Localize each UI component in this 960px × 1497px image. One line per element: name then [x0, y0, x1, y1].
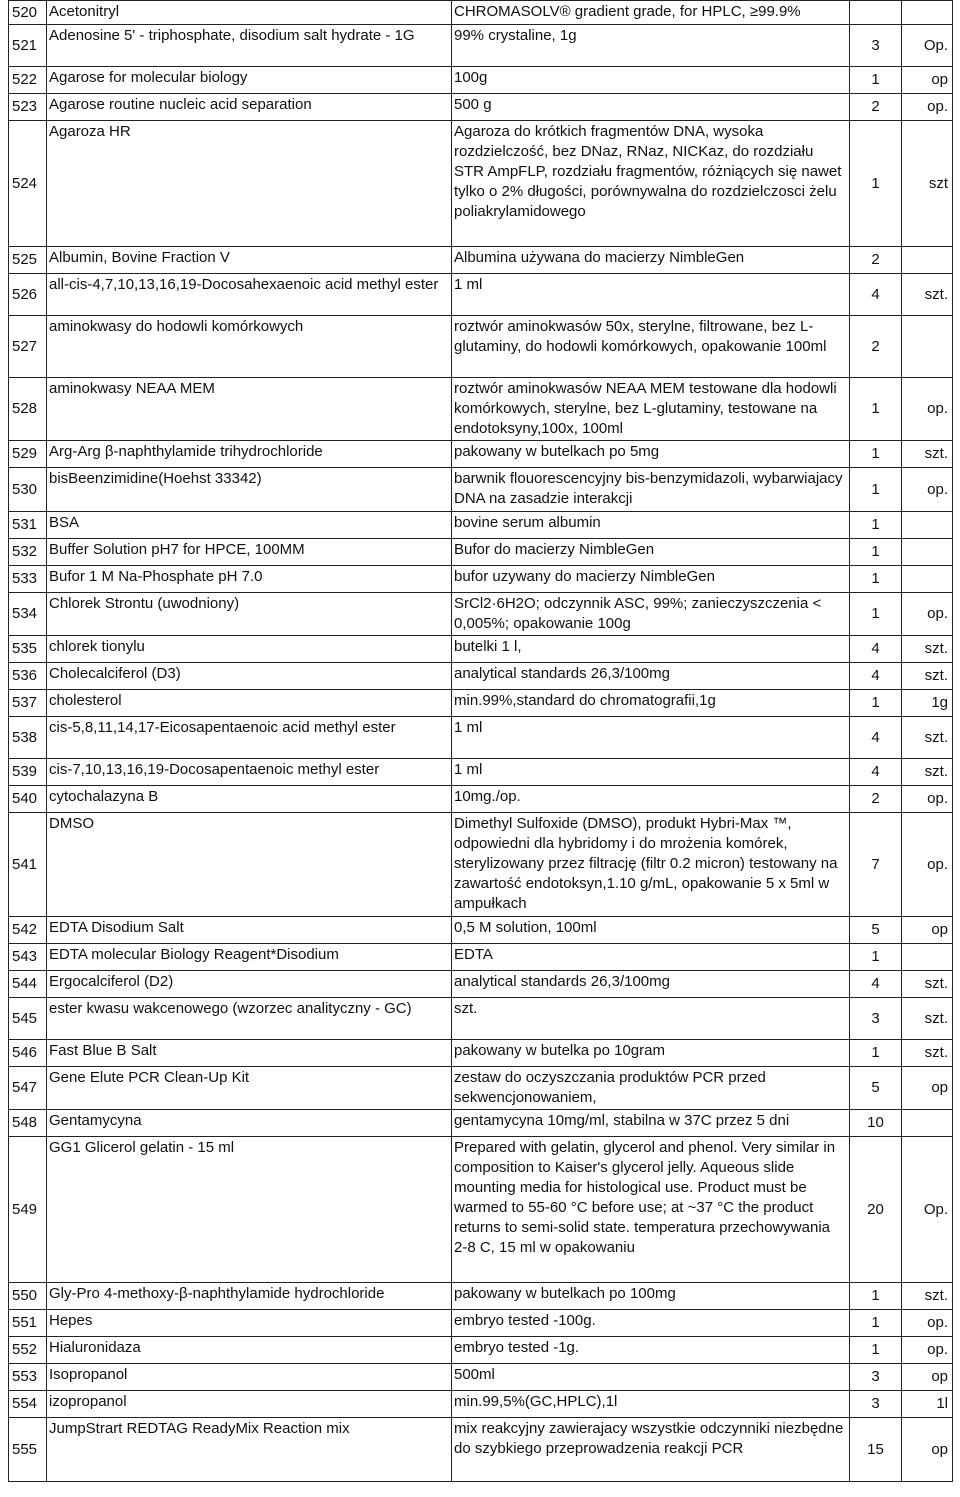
- item-description: mix reakcyjny zawierajacy wszystkie odczynniki niezbędne do szybkiego przeprowadzenia reakcji PCR: [452, 1418, 850, 1482]
- item-description: 10mg./op.: [452, 786, 850, 813]
- item-unit: op: [902, 1364, 953, 1391]
- table-row: [9, 971, 953, 998]
- table-row: [9, 1337, 953, 1364]
- item-name: Agaroza HR: [47, 121, 452, 247]
- item-description: Prepared with gelatin, glycerol and phenol. Very similar in composition to Kaiser's glycerol jelly. Aqueous slide mounting media for histological use. Product must be warmed to 55-60 °C before use; at ~37 °C the product returns to semi-solid state. temperatura przechowywania 2-8 C, 15 ml w opakowaniu: [452, 1137, 850, 1283]
- table-row: [9, 813, 953, 917]
- item-quantity: 3: [850, 1364, 902, 1391]
- table-row: [9, 1110, 953, 1137]
- item-unit: szt.: [902, 636, 953, 663]
- item-description: 100g: [452, 67, 850, 94]
- item-quantity: 4: [850, 717, 902, 759]
- item-unit: [902, 247, 953, 274]
- table-row: [9, 1391, 953, 1418]
- table-row: [9, 468, 953, 512]
- row-number: 546: [9, 1040, 47, 1067]
- item-unit: [902, 1, 953, 25]
- item-unit: [902, 539, 953, 566]
- table-row: [9, 717, 953, 759]
- item-name: cis-7,10,13,16,19-Docosapentaenoic methyl ester: [47, 759, 452, 786]
- table-row: [9, 512, 953, 539]
- item-description: barwnik flouorescencyjny bis-benzymidazoli, wybarwiajacy DNA na zasadzie interakcji: [452, 468, 850, 512]
- item-name: Chlorek Strontu (uwodniony): [47, 593, 452, 636]
- item-unit: op.: [902, 1310, 953, 1337]
- row-number: 528: [9, 378, 47, 441]
- table-row: [9, 786, 953, 813]
- item-name: izopropanol: [47, 1391, 452, 1418]
- item-description: analytical standards 26,3/100mg: [452, 971, 850, 998]
- item-quantity: 15: [850, 1418, 902, 1482]
- item-description: roztwór aminokwasów NEAA MEM testowane dla hodowli komórkowych, sterylne, bez L-glutaminy, testowane na endotoksyny,100x, 100ml: [452, 378, 850, 441]
- table-row: [9, 539, 953, 566]
- item-name: ester kwasu wakcenowego (wzorzec analityczny - GC): [47, 998, 452, 1040]
- row-number: 524: [9, 121, 47, 247]
- row-number: 539: [9, 759, 47, 786]
- item-name: Agarose for molecular biology: [47, 67, 452, 94]
- item-quantity: 3: [850, 998, 902, 1040]
- row-number: 552: [9, 1337, 47, 1364]
- item-name: Adenosine 5' - triphosphate, disodium salt hydrate - 1G: [47, 25, 452, 67]
- item-description: 500ml: [452, 1364, 850, 1391]
- table-row: [9, 247, 953, 274]
- row-number: 555: [9, 1418, 47, 1482]
- item-name: all-cis-4,7,10,13,16,19-Docosahexaenoic acid methyl ester: [47, 274, 452, 316]
- item-name: Cholecalciferol (D3): [47, 663, 452, 690]
- item-name: aminokwasy NEAA MEM: [47, 378, 452, 441]
- item-description: 500 g: [452, 94, 850, 121]
- item-quantity: 1: [850, 690, 902, 717]
- item-unit: [902, 1110, 953, 1137]
- item-unit: szt.: [902, 971, 953, 998]
- row-number: 520: [9, 1, 47, 25]
- row-number: 522: [9, 67, 47, 94]
- row-number: 537: [9, 690, 47, 717]
- item-unit: szt.: [902, 663, 953, 690]
- item-description: pakowany w butelkach po 100mg: [452, 1283, 850, 1310]
- table-row: [9, 1364, 953, 1391]
- table-row: [9, 94, 953, 121]
- item-unit: [902, 566, 953, 593]
- row-number: 533: [9, 566, 47, 593]
- table-row: [9, 690, 953, 717]
- row-number: 534: [9, 593, 47, 636]
- item-unit: op.: [902, 786, 953, 813]
- item-description: SrCl2·6H2O; odczynnik ASC, 99%; zanieczyszczenia < 0,005%; opakowanie 100g: [452, 593, 850, 636]
- item-unit: op: [902, 67, 953, 94]
- item-quantity: 4: [850, 274, 902, 316]
- item-unit: 1l: [902, 1391, 953, 1418]
- item-description: analytical standards 26,3/100mg: [452, 663, 850, 690]
- item-unit: [902, 316, 953, 378]
- item-quantity: 5: [850, 917, 902, 944]
- item-description: pakowany w butelka po 10gram: [452, 1040, 850, 1067]
- row-number: 521: [9, 25, 47, 67]
- item-unit: [902, 944, 953, 971]
- item-quantity: 3: [850, 1391, 902, 1418]
- table-row: [9, 1310, 953, 1337]
- row-number: 527: [9, 316, 47, 378]
- item-description: 99% crystaline, 1g: [452, 25, 850, 67]
- row-number: 535: [9, 636, 47, 663]
- item-quantity: 20: [850, 1137, 902, 1283]
- row-number: 550: [9, 1283, 47, 1310]
- row-number: 543: [9, 944, 47, 971]
- item-name: Buffer Solution pH7 for HPCE, 100MM: [47, 539, 452, 566]
- item-unit: op: [902, 917, 953, 944]
- item-name: Albumin, Bovine Fraction V: [47, 247, 452, 274]
- item-quantity: 4: [850, 971, 902, 998]
- item-description: 0,5 M solution, 100ml: [452, 917, 850, 944]
- item-unit: [902, 512, 953, 539]
- item-quantity: 4: [850, 636, 902, 663]
- item-description: Agaroza do krótkich fragmentów DNA, wysoka rozdzielczość, bez DNaz, RNaz, NICKaz, do rozdziału STR AmpFLP, rozdziału fragmentów, różniących się nawet tylko o 2% długości, porównywalna do rozdzielczosci żelu poliakrylamidowego: [452, 121, 850, 247]
- item-quantity: 1: [850, 539, 902, 566]
- row-number: 529: [9, 441, 47, 468]
- table-row: [9, 944, 953, 971]
- item-description: bufor uzywany do macierzy NimbleGen: [452, 566, 850, 593]
- item-description: roztwór aminokwasów 50x, sterylne, filtrowane, bez L-glutaminy, do hodowli komórkowych, opakowanie 100ml: [452, 316, 850, 378]
- item-quantity: 4: [850, 759, 902, 786]
- item-description: zestaw do oczyszczania produktów PCR przed sekwencjonowaniem,: [452, 1067, 850, 1110]
- table-row: [9, 593, 953, 636]
- item-name: aminokwasy do hodowli komórkowych: [47, 316, 452, 378]
- row-number: 536: [9, 663, 47, 690]
- item-description: 1 ml: [452, 274, 850, 316]
- row-number: 549: [9, 1137, 47, 1283]
- item-quantity: 1: [850, 441, 902, 468]
- table-row: [9, 759, 953, 786]
- item-unit: op: [902, 1067, 953, 1110]
- item-description: 1 ml: [452, 717, 850, 759]
- item-quantity: 2: [850, 786, 902, 813]
- item-name: cholesterol: [47, 690, 452, 717]
- row-number: 541: [9, 813, 47, 917]
- item-description: Dimethyl Sulfoxide (DMSO), produkt Hybri-Max ™, odpowiedni dla hybridomy i do mrożenia komórek, sterylizowany przez filtrację (filtr 0.2 micron) testowany na zawartość endotoksyn,1.10 g/mL, opakowanie 5 x 5ml w ampułkach: [452, 813, 850, 917]
- item-name: DMSO: [47, 813, 452, 917]
- row-number: 540: [9, 786, 47, 813]
- item-unit: szt.: [902, 998, 953, 1040]
- item-quantity: 1: [850, 566, 902, 593]
- item-unit: szt: [902, 121, 953, 247]
- item-description: bovine serum albumin: [452, 512, 850, 539]
- item-unit: szt.: [902, 717, 953, 759]
- item-description: min.99%,standard do chromatografii,1g: [452, 690, 850, 717]
- item-name: Fast Blue B Salt: [47, 1040, 452, 1067]
- row-number: 542: [9, 917, 47, 944]
- item-quantity: 1: [850, 468, 902, 512]
- table-row: [9, 1, 953, 25]
- item-name: Agarose routine nucleic acid separation: [47, 94, 452, 121]
- item-unit: op.: [902, 813, 953, 917]
- item-unit: Op.: [902, 1137, 953, 1283]
- table-row: [9, 917, 953, 944]
- item-description: EDTA: [452, 944, 850, 971]
- item-unit: op.: [902, 1337, 953, 1364]
- item-description: CHROMASOLV® gradient grade, for HPLC, ≥99.9%: [452, 1, 850, 25]
- item-unit: szt.: [902, 1040, 953, 1067]
- table-row: [9, 1283, 953, 1310]
- item-name: Arg-Arg β-naphthylamide trihydrochloride: [47, 441, 452, 468]
- item-quantity: [850, 1, 902, 25]
- table-row: [9, 566, 953, 593]
- item-quantity: 4: [850, 663, 902, 690]
- item-quantity: 7: [850, 813, 902, 917]
- item-description: pakowany w butelkach po 5mg: [452, 441, 850, 468]
- row-number: 551: [9, 1310, 47, 1337]
- item-quantity: 10: [850, 1110, 902, 1137]
- item-name: Gentamycyna: [47, 1110, 452, 1137]
- item-quantity: 2: [850, 94, 902, 121]
- table-row: [9, 316, 953, 378]
- item-unit: szt.: [902, 274, 953, 316]
- item-name: BSA: [47, 512, 452, 539]
- item-quantity: 1: [850, 1337, 902, 1364]
- item-unit: Op.: [902, 25, 953, 67]
- item-unit: op.: [902, 94, 953, 121]
- item-name: EDTA molecular Biology Reagent*Disodium: [47, 944, 452, 971]
- item-quantity: 1: [850, 1283, 902, 1310]
- item-name: Hialuronidaza: [47, 1337, 452, 1364]
- item-unit: op.: [902, 593, 953, 636]
- item-name: bisBeenzimidine(Hoehst 33342): [47, 468, 452, 512]
- table-row: [9, 378, 953, 441]
- table-row: [9, 1418, 953, 1482]
- row-number: 547: [9, 1067, 47, 1110]
- item-description: szt.: [452, 998, 850, 1040]
- items-table: [8, 0, 953, 1482]
- row-number: 538: [9, 717, 47, 759]
- item-name: EDTA Disodium Salt: [47, 917, 452, 944]
- item-quantity: 1: [850, 593, 902, 636]
- item-name: JumpStrart REDTAG ReadyMix Reaction mix: [47, 1418, 452, 1482]
- row-number: 545: [9, 998, 47, 1040]
- item-name: cytochalazyna B: [47, 786, 452, 813]
- row-number: 525: [9, 247, 47, 274]
- item-name: Bufor 1 M Na-Phosphate pH 7.0: [47, 566, 452, 593]
- item-name: chlorek tionylu: [47, 636, 452, 663]
- item-unit: op.: [902, 378, 953, 441]
- item-quantity: 1: [850, 512, 902, 539]
- item-description: Albumina używana do macierzy NimbleGen: [452, 247, 850, 274]
- item-name: Acetonitryl: [47, 1, 452, 25]
- item-description: Bufor do macierzy NimbleGen: [452, 539, 850, 566]
- row-number: 526: [9, 274, 47, 316]
- row-number: 531: [9, 512, 47, 539]
- item-quantity: 1: [850, 1310, 902, 1337]
- item-name: Ergocalciferol (D2): [47, 971, 452, 998]
- item-unit: szt.: [902, 759, 953, 786]
- item-quantity: 5: [850, 1067, 902, 1110]
- table-row: [9, 1137, 953, 1283]
- item-name: GG1 Glicerol gelatin - 15 ml: [47, 1137, 452, 1283]
- table-row: [9, 274, 953, 316]
- item-description: min.99,5%(GC,HPLC),1l: [452, 1391, 850, 1418]
- item-quantity: 2: [850, 247, 902, 274]
- row-number: 553: [9, 1364, 47, 1391]
- item-unit: 1g: [902, 690, 953, 717]
- items-table-body: [9, 1, 953, 1482]
- item-name: Isopropanol: [47, 1364, 452, 1391]
- row-number: 548: [9, 1110, 47, 1137]
- item-quantity: 1: [850, 378, 902, 441]
- item-unit: szt.: [902, 441, 953, 468]
- row-number: 532: [9, 539, 47, 566]
- table-row: [9, 25, 953, 67]
- table-row: [9, 663, 953, 690]
- item-description: embryo tested -1g.: [452, 1337, 850, 1364]
- item-unit: op: [902, 1418, 953, 1482]
- item-name: Gene Elute PCR Clean-Up Kit: [47, 1067, 452, 1110]
- row-number: 530: [9, 468, 47, 512]
- item-quantity: 2: [850, 316, 902, 378]
- item-quantity: 1: [850, 944, 902, 971]
- item-description: butelki 1 l,: [452, 636, 850, 663]
- item-description: 1 ml: [452, 759, 850, 786]
- table-row: [9, 1040, 953, 1067]
- item-name: Hepes: [47, 1310, 452, 1337]
- item-name: cis-5,8,11,14,17-Eicosapentaenoic acid methyl ester: [47, 717, 452, 759]
- row-number: 554: [9, 1391, 47, 1418]
- item-unit: szt.: [902, 1283, 953, 1310]
- table-row: [9, 1067, 953, 1110]
- row-number: 523: [9, 94, 47, 121]
- item-quantity: 1: [850, 121, 902, 247]
- table-row: [9, 67, 953, 94]
- table-row: [9, 636, 953, 663]
- table-row: [9, 998, 953, 1040]
- item-description: gentamycyna 10mg/ml, stabilna w 37C przez 5 dni: [452, 1110, 850, 1137]
- table-row: [9, 121, 953, 247]
- item-quantity: 1: [850, 1040, 902, 1067]
- item-description: embryo tested -100g.: [452, 1310, 850, 1337]
- row-number: 544: [9, 971, 47, 998]
- item-quantity: 3: [850, 25, 902, 67]
- item-name: Gly-Pro 4-methoxy-β-naphthylamide hydrochloride: [47, 1283, 452, 1310]
- item-unit: op.: [902, 468, 953, 512]
- table-row: [9, 441, 953, 468]
- item-quantity: 1: [850, 67, 902, 94]
